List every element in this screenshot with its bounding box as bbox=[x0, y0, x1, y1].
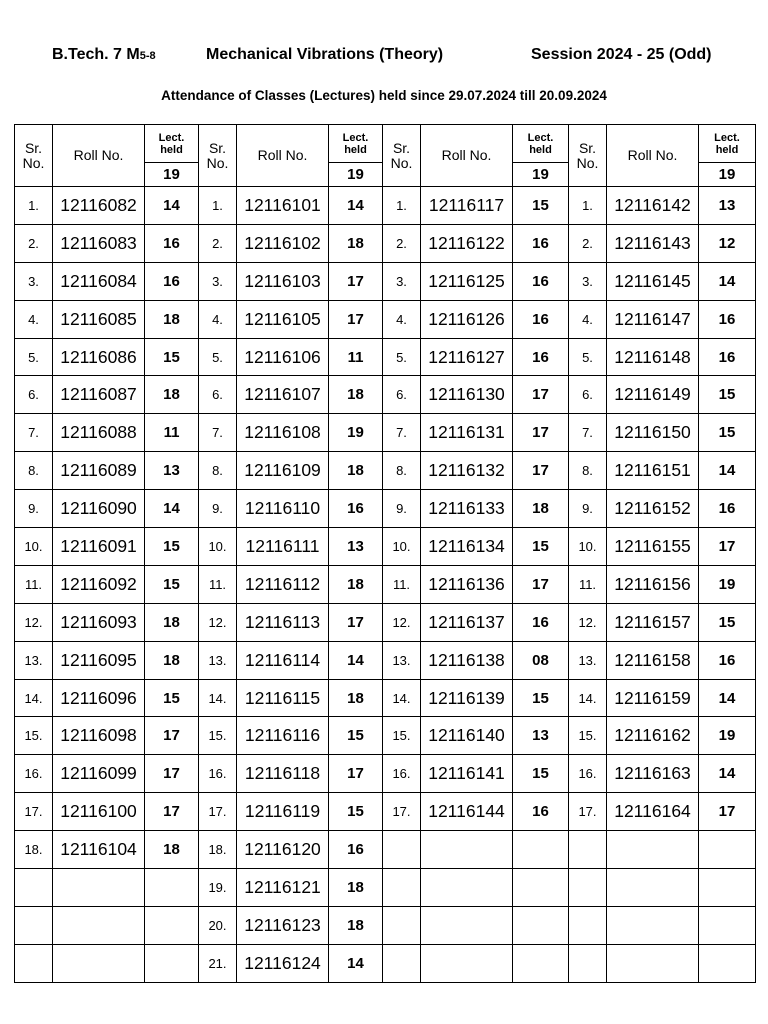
lect-count-cell: 17 bbox=[513, 452, 569, 490]
roll-no-cell: 12116103 bbox=[237, 262, 329, 300]
empty-cell bbox=[421, 944, 513, 982]
table-row bbox=[15, 603, 756, 641]
roll-no-cell: 12116090 bbox=[53, 490, 145, 528]
table-row bbox=[15, 452, 756, 490]
roll-no-cell: 12116148 bbox=[607, 338, 699, 376]
lect-count-cell: 16 bbox=[513, 224, 569, 262]
lect-count-cell: 16 bbox=[145, 224, 199, 262]
lect-count-cell: 16 bbox=[329, 831, 383, 869]
roll-no-cell: 12116105 bbox=[237, 300, 329, 338]
empty-cell bbox=[421, 906, 513, 944]
header-lect-total: 19 bbox=[145, 163, 199, 187]
sr-no-cell: 8. bbox=[15, 452, 53, 490]
sr-no-cell: 11. bbox=[15, 565, 53, 603]
lect-count-cell: 15 bbox=[329, 793, 383, 831]
lect-count-cell: 14 bbox=[145, 490, 199, 528]
roll-no-cell: 12116110 bbox=[237, 490, 329, 528]
header-sr-no: Sr. No. bbox=[15, 125, 53, 187]
table-row bbox=[15, 376, 756, 414]
sr-no-cell: 13. bbox=[569, 641, 607, 679]
sr-no-cell: 20. bbox=[199, 906, 237, 944]
lect-count-cell: 17 bbox=[329, 603, 383, 641]
roll-no-cell: 12116150 bbox=[607, 414, 699, 452]
sr-no-cell: 17. bbox=[15, 793, 53, 831]
roll-no-cell: 12116159 bbox=[607, 679, 699, 717]
roll-no-cell: 12116115 bbox=[237, 679, 329, 717]
sr-no-cell: 14. bbox=[15, 679, 53, 717]
roll-no-cell: 12116136 bbox=[421, 565, 513, 603]
sr-no-cell: 3. bbox=[15, 262, 53, 300]
lect-count-cell: 14 bbox=[329, 944, 383, 982]
sr-no-cell: 13. bbox=[15, 641, 53, 679]
empty-cell bbox=[421, 831, 513, 869]
sr-no-cell: 5. bbox=[15, 338, 53, 376]
sr-no-cell: 9. bbox=[15, 490, 53, 528]
lect-count-cell: 15 bbox=[145, 528, 199, 566]
lect-count-cell: 17 bbox=[513, 565, 569, 603]
sr-no-cell: 10. bbox=[569, 528, 607, 566]
sr-no-cell: 9. bbox=[383, 490, 421, 528]
roll-no-cell: 12116120 bbox=[237, 831, 329, 869]
lect-count-cell: 15 bbox=[513, 528, 569, 566]
table-row bbox=[15, 300, 756, 338]
header-roll-no: Roll No. bbox=[237, 125, 329, 187]
sr-no-cell: 19. bbox=[199, 869, 237, 907]
roll-no-cell: 12116112 bbox=[237, 565, 329, 603]
sr-no-cell: 13. bbox=[383, 641, 421, 679]
header-sr-no: Sr. No. bbox=[199, 125, 237, 187]
empty-cell bbox=[513, 869, 569, 907]
sr-no-cell: 10. bbox=[199, 528, 237, 566]
empty-cell bbox=[699, 869, 756, 907]
sr-no-cell: 15. bbox=[569, 717, 607, 755]
sr-no-cell: 14. bbox=[569, 679, 607, 717]
empty-cell bbox=[145, 869, 199, 907]
sr-no-cell: 13. bbox=[199, 641, 237, 679]
sr-no-cell: 2. bbox=[569, 224, 607, 262]
roll-no-cell: 12116152 bbox=[607, 490, 699, 528]
sr-no-cell: 16. bbox=[569, 755, 607, 793]
table-row bbox=[15, 641, 756, 679]
empty-cell bbox=[607, 944, 699, 982]
header-lect-total: 19 bbox=[329, 163, 383, 187]
roll-no-cell: 12116101 bbox=[237, 187, 329, 225]
lect-count-cell: 16 bbox=[513, 603, 569, 641]
lect-count-cell: 17 bbox=[513, 414, 569, 452]
empty-cell bbox=[383, 831, 421, 869]
lect-count-cell: 18 bbox=[145, 641, 199, 679]
sr-no-cell: 1. bbox=[383, 187, 421, 225]
lect-count-cell: 14 bbox=[699, 262, 756, 300]
roll-no-cell: 12116130 bbox=[421, 376, 513, 414]
roll-no-cell: 12116158 bbox=[607, 641, 699, 679]
empty-cell bbox=[145, 944, 199, 982]
lect-count-cell: 18 bbox=[145, 831, 199, 869]
roll-no-cell: 12116098 bbox=[53, 717, 145, 755]
sr-no-cell: 16. bbox=[15, 755, 53, 793]
sr-no-cell: 8. bbox=[199, 452, 237, 490]
sr-no-cell: 6. bbox=[15, 376, 53, 414]
roll-no-cell: 12116087 bbox=[53, 376, 145, 414]
roll-no-cell: 12116111 bbox=[237, 528, 329, 566]
sr-no-cell: 15. bbox=[383, 717, 421, 755]
roll-no-cell: 12116118 bbox=[237, 755, 329, 793]
roll-no-cell: 12116164 bbox=[607, 793, 699, 831]
roll-no-cell: 12116133 bbox=[421, 490, 513, 528]
roll-no-cell: 12116122 bbox=[421, 224, 513, 262]
sr-no-cell: 8. bbox=[383, 452, 421, 490]
sr-no-cell: 11. bbox=[383, 565, 421, 603]
attendance-table bbox=[14, 124, 756, 983]
roll-no-cell: 12116104 bbox=[53, 831, 145, 869]
roll-no-cell: 12116139 bbox=[421, 679, 513, 717]
empty-cell bbox=[53, 944, 145, 982]
lect-count-cell: 19 bbox=[699, 565, 756, 603]
roll-no-cell: 12116100 bbox=[53, 793, 145, 831]
roll-no-cell: 12116119 bbox=[237, 793, 329, 831]
roll-no-cell: 12116145 bbox=[607, 262, 699, 300]
roll-no-cell: 12116142 bbox=[607, 187, 699, 225]
course-sub: 5-8 bbox=[139, 50, 156, 62]
sr-no-cell: 1. bbox=[199, 187, 237, 225]
roll-no-cell: 12116156 bbox=[607, 565, 699, 603]
empty-cell bbox=[513, 944, 569, 982]
empty-cell bbox=[699, 906, 756, 944]
lect-count-cell: 16 bbox=[513, 793, 569, 831]
empty-cell bbox=[513, 906, 569, 944]
sr-no-cell: 7. bbox=[569, 414, 607, 452]
lect-count-cell: 16 bbox=[699, 338, 756, 376]
sr-no-cell: 18. bbox=[15, 831, 53, 869]
lect-count-cell: 18 bbox=[329, 565, 383, 603]
sr-no-cell: 14. bbox=[199, 679, 237, 717]
lect-count-cell: 18 bbox=[329, 224, 383, 262]
roll-no-cell: 12116099 bbox=[53, 755, 145, 793]
sr-no-cell: 1. bbox=[569, 187, 607, 225]
table-row bbox=[15, 793, 756, 831]
sr-no-cell: 8. bbox=[569, 452, 607, 490]
roll-no-cell: 12116151 bbox=[607, 452, 699, 490]
sr-no-cell: 12. bbox=[569, 603, 607, 641]
sr-no-cell: 11. bbox=[569, 565, 607, 603]
table-row bbox=[15, 224, 756, 262]
sr-no-cell: 5. bbox=[569, 338, 607, 376]
header-sr-no: Sr. No. bbox=[383, 125, 421, 187]
empty-cell bbox=[15, 906, 53, 944]
table-row bbox=[15, 262, 756, 300]
table-row bbox=[15, 414, 756, 452]
roll-no-cell: 12116092 bbox=[53, 565, 145, 603]
table-row bbox=[15, 679, 756, 717]
sr-no-cell: 7. bbox=[15, 414, 53, 452]
sr-no-cell: 4. bbox=[569, 300, 607, 338]
table-row bbox=[15, 187, 756, 225]
session-label: Session 2024 - 25 (Odd) bbox=[531, 46, 712, 63]
course-label bbox=[52, 46, 156, 64]
empty-cell bbox=[569, 944, 607, 982]
sr-no-cell: 9. bbox=[569, 490, 607, 528]
roll-no-cell: 12116083 bbox=[53, 224, 145, 262]
lect-count-cell: 13 bbox=[145, 452, 199, 490]
lect-count-cell: 16 bbox=[699, 641, 756, 679]
header-lect-held: Lect. held bbox=[699, 125, 756, 163]
sr-no-cell: 17. bbox=[199, 793, 237, 831]
lect-count-cell: 18 bbox=[329, 869, 383, 907]
sr-no-cell: 3. bbox=[199, 262, 237, 300]
lect-count-cell: 18 bbox=[329, 906, 383, 944]
lect-count-cell: 16 bbox=[329, 490, 383, 528]
roll-no-cell: 12116144 bbox=[421, 793, 513, 831]
empty-cell bbox=[607, 831, 699, 869]
empty-cell bbox=[607, 906, 699, 944]
lect-count-cell: 14 bbox=[329, 187, 383, 225]
roll-no-cell: 12116121 bbox=[237, 869, 329, 907]
lect-count-cell: 16 bbox=[699, 490, 756, 528]
roll-no-cell: 12116123 bbox=[237, 906, 329, 944]
table-row bbox=[15, 831, 756, 869]
sr-no-cell: 6. bbox=[199, 376, 237, 414]
lect-count-cell: 17 bbox=[329, 262, 383, 300]
sr-no-cell: 15. bbox=[199, 717, 237, 755]
table-row bbox=[15, 906, 756, 944]
roll-no-cell: 12116138 bbox=[421, 641, 513, 679]
empty-cell bbox=[699, 944, 756, 982]
lect-count-cell: 14 bbox=[699, 452, 756, 490]
lect-count-cell: 19 bbox=[699, 717, 756, 755]
roll-no-cell: 12116157 bbox=[607, 603, 699, 641]
roll-no-cell: 12116089 bbox=[53, 452, 145, 490]
roll-no-cell: 12116113 bbox=[237, 603, 329, 641]
empty-cell bbox=[569, 869, 607, 907]
lect-count-cell: 11 bbox=[329, 338, 383, 376]
lect-count-cell: 15 bbox=[513, 679, 569, 717]
sr-no-cell: 12. bbox=[383, 603, 421, 641]
roll-no-cell: 12116131 bbox=[421, 414, 513, 452]
lect-count-cell: 12 bbox=[699, 224, 756, 262]
roll-no-cell: 12116143 bbox=[607, 224, 699, 262]
roll-no-cell: 12116162 bbox=[607, 717, 699, 755]
roll-no-cell: 12116108 bbox=[237, 414, 329, 452]
lect-count-cell: 16 bbox=[145, 262, 199, 300]
lect-count-cell: 13 bbox=[329, 528, 383, 566]
lect-count-cell: 16 bbox=[513, 338, 569, 376]
sr-no-cell: 2. bbox=[15, 224, 53, 262]
lect-count-cell: 18 bbox=[145, 376, 199, 414]
sr-no-cell: 15. bbox=[15, 717, 53, 755]
roll-no-cell: 12116106 bbox=[237, 338, 329, 376]
table-row bbox=[15, 944, 756, 982]
lect-count-cell: 17 bbox=[145, 755, 199, 793]
sr-no-cell: 16. bbox=[199, 755, 237, 793]
roll-no-cell: 12116102 bbox=[237, 224, 329, 262]
sr-no-cell: 17. bbox=[569, 793, 607, 831]
empty-cell bbox=[15, 869, 53, 907]
roll-no-cell: 12116093 bbox=[53, 603, 145, 641]
lect-count-cell: 17 bbox=[699, 793, 756, 831]
sr-no-cell: 14. bbox=[383, 679, 421, 717]
table-row bbox=[15, 717, 756, 755]
roll-no-cell: 12116149 bbox=[607, 376, 699, 414]
sr-no-cell: 1. bbox=[15, 187, 53, 225]
lect-count-cell: 15 bbox=[145, 338, 199, 376]
roll-no-cell: 12116163 bbox=[607, 755, 699, 793]
lect-count-cell: 14 bbox=[145, 187, 199, 225]
empty-cell bbox=[569, 831, 607, 869]
header-lect-held: Lect. held bbox=[145, 125, 199, 163]
lect-count-cell: 15 bbox=[699, 414, 756, 452]
roll-no-cell: 12116155 bbox=[607, 528, 699, 566]
lect-count-cell: 19 bbox=[329, 414, 383, 452]
roll-no-cell: 12116088 bbox=[53, 414, 145, 452]
lect-count-cell: 16 bbox=[513, 262, 569, 300]
lect-count-cell: 18 bbox=[329, 376, 383, 414]
sr-no-cell: 16. bbox=[383, 755, 421, 793]
lect-count-cell: 17 bbox=[329, 300, 383, 338]
roll-no-cell: 12116082 bbox=[53, 187, 145, 225]
sr-no-cell: 4. bbox=[383, 300, 421, 338]
sr-no-cell: 6. bbox=[569, 376, 607, 414]
table-row bbox=[15, 755, 756, 793]
sr-no-cell: 7. bbox=[199, 414, 237, 452]
header-lect-total: 19 bbox=[513, 163, 569, 187]
header-roll-no: Roll No. bbox=[607, 125, 699, 187]
empty-cell bbox=[383, 869, 421, 907]
lect-count-cell: 18 bbox=[513, 490, 569, 528]
empty-cell bbox=[421, 869, 513, 907]
sr-no-cell: 6. bbox=[383, 376, 421, 414]
lect-count-cell: 18 bbox=[145, 300, 199, 338]
header-roll-no: Roll No. bbox=[53, 125, 145, 187]
lect-count-cell: 11 bbox=[145, 414, 199, 452]
table-row bbox=[15, 528, 756, 566]
roll-no-cell: 12116117 bbox=[421, 187, 513, 225]
sr-no-cell: 2. bbox=[199, 224, 237, 262]
header-sr-no: Sr. No. bbox=[569, 125, 607, 187]
sr-no-cell: 18. bbox=[199, 831, 237, 869]
lect-count-cell: 15 bbox=[145, 565, 199, 603]
sr-no-cell: 2. bbox=[383, 224, 421, 262]
roll-no-cell: 12116107 bbox=[237, 376, 329, 414]
lect-count-cell: 15 bbox=[699, 376, 756, 414]
roll-no-cell: 12116140 bbox=[421, 717, 513, 755]
empty-cell bbox=[699, 831, 756, 869]
lect-count-cell: 14 bbox=[699, 755, 756, 793]
lect-count-cell: 15 bbox=[513, 755, 569, 793]
lect-count-cell: 15 bbox=[329, 717, 383, 755]
lect-count-cell: 15 bbox=[145, 679, 199, 717]
roll-no-cell: 12116109 bbox=[237, 452, 329, 490]
roll-no-cell: 12116096 bbox=[53, 679, 145, 717]
lect-count-cell: 14 bbox=[329, 641, 383, 679]
lect-count-cell: 13 bbox=[699, 187, 756, 225]
roll-no-cell: 12116116 bbox=[237, 717, 329, 755]
sr-no-cell: 17. bbox=[383, 793, 421, 831]
roll-no-cell: 12116137 bbox=[421, 603, 513, 641]
roll-no-cell: 12116114 bbox=[237, 641, 329, 679]
table-row bbox=[15, 565, 756, 603]
header-lect-total: 19 bbox=[699, 163, 756, 187]
table-row bbox=[15, 490, 756, 528]
roll-no-cell: 12116091 bbox=[53, 528, 145, 566]
sr-no-cell: 3. bbox=[383, 262, 421, 300]
empty-cell bbox=[53, 869, 145, 907]
empty-cell bbox=[15, 944, 53, 982]
sr-no-cell: 21. bbox=[199, 944, 237, 982]
sr-no-cell: 7. bbox=[383, 414, 421, 452]
empty-cell bbox=[53, 906, 145, 944]
roll-no-cell: 12116084 bbox=[53, 262, 145, 300]
sr-no-cell: 11. bbox=[199, 565, 237, 603]
attendance-subtitle: Attendance of Classes (Lectures) held since 29.07.2024 till 20.09.2024 bbox=[161, 88, 607, 103]
roll-no-cell: 12116147 bbox=[607, 300, 699, 338]
subject-title: Mechanical Vibrations (Theory) bbox=[206, 46, 444, 63]
sr-no-cell: 10. bbox=[15, 528, 53, 566]
sr-no-cell: 4. bbox=[15, 300, 53, 338]
lect-count-cell: 18 bbox=[145, 603, 199, 641]
lect-count-cell: 17 bbox=[145, 717, 199, 755]
sr-no-cell: 5. bbox=[199, 338, 237, 376]
lect-count-cell: 17 bbox=[329, 755, 383, 793]
roll-no-cell: 12116134 bbox=[421, 528, 513, 566]
lect-count-cell: 13 bbox=[513, 717, 569, 755]
course-main: B.Tech. 7 M bbox=[52, 46, 140, 63]
empty-cell bbox=[513, 831, 569, 869]
lect-count-cell: 17 bbox=[699, 528, 756, 566]
header-lect-held: Lect. held bbox=[329, 125, 383, 163]
roll-no-cell: 12116085 bbox=[53, 300, 145, 338]
header-lect-held: Lect. held bbox=[513, 125, 569, 163]
lect-count-cell: 14 bbox=[699, 679, 756, 717]
header-row bbox=[15, 125, 756, 163]
lect-count-cell: 16 bbox=[513, 300, 569, 338]
empty-cell bbox=[145, 906, 199, 944]
roll-no-cell: 12116086 bbox=[53, 338, 145, 376]
sr-no-cell: 5. bbox=[383, 338, 421, 376]
empty-cell bbox=[383, 906, 421, 944]
roll-no-cell: 12116095 bbox=[53, 641, 145, 679]
empty-cell bbox=[607, 869, 699, 907]
empty-cell bbox=[383, 944, 421, 982]
roll-no-cell: 12116126 bbox=[421, 300, 513, 338]
roll-no-cell: 12116132 bbox=[421, 452, 513, 490]
table-row bbox=[15, 338, 756, 376]
lect-count-cell: 17 bbox=[145, 793, 199, 831]
lect-count-cell: 15 bbox=[513, 187, 569, 225]
sr-no-cell: 3. bbox=[569, 262, 607, 300]
sr-no-cell: 12. bbox=[15, 603, 53, 641]
roll-no-cell: 12116127 bbox=[421, 338, 513, 376]
lect-count-cell: 15 bbox=[699, 603, 756, 641]
sr-no-cell: 10. bbox=[383, 528, 421, 566]
lect-count-cell: 16 bbox=[699, 300, 756, 338]
lect-count-cell: 17 bbox=[513, 376, 569, 414]
sr-no-cell: 9. bbox=[199, 490, 237, 528]
header-roll-no: Roll No. bbox=[421, 125, 513, 187]
empty-cell bbox=[569, 906, 607, 944]
lect-count-cell: 18 bbox=[329, 452, 383, 490]
table-row bbox=[15, 869, 756, 907]
roll-no-cell: 12116125 bbox=[421, 262, 513, 300]
sr-no-cell: 12. bbox=[199, 603, 237, 641]
roll-no-cell: 12116124 bbox=[237, 944, 329, 982]
lect-count-cell: 18 bbox=[329, 679, 383, 717]
lect-count-cell: 08 bbox=[513, 641, 569, 679]
sr-no-cell: 4. bbox=[199, 300, 237, 338]
roll-no-cell: 12116141 bbox=[421, 755, 513, 793]
